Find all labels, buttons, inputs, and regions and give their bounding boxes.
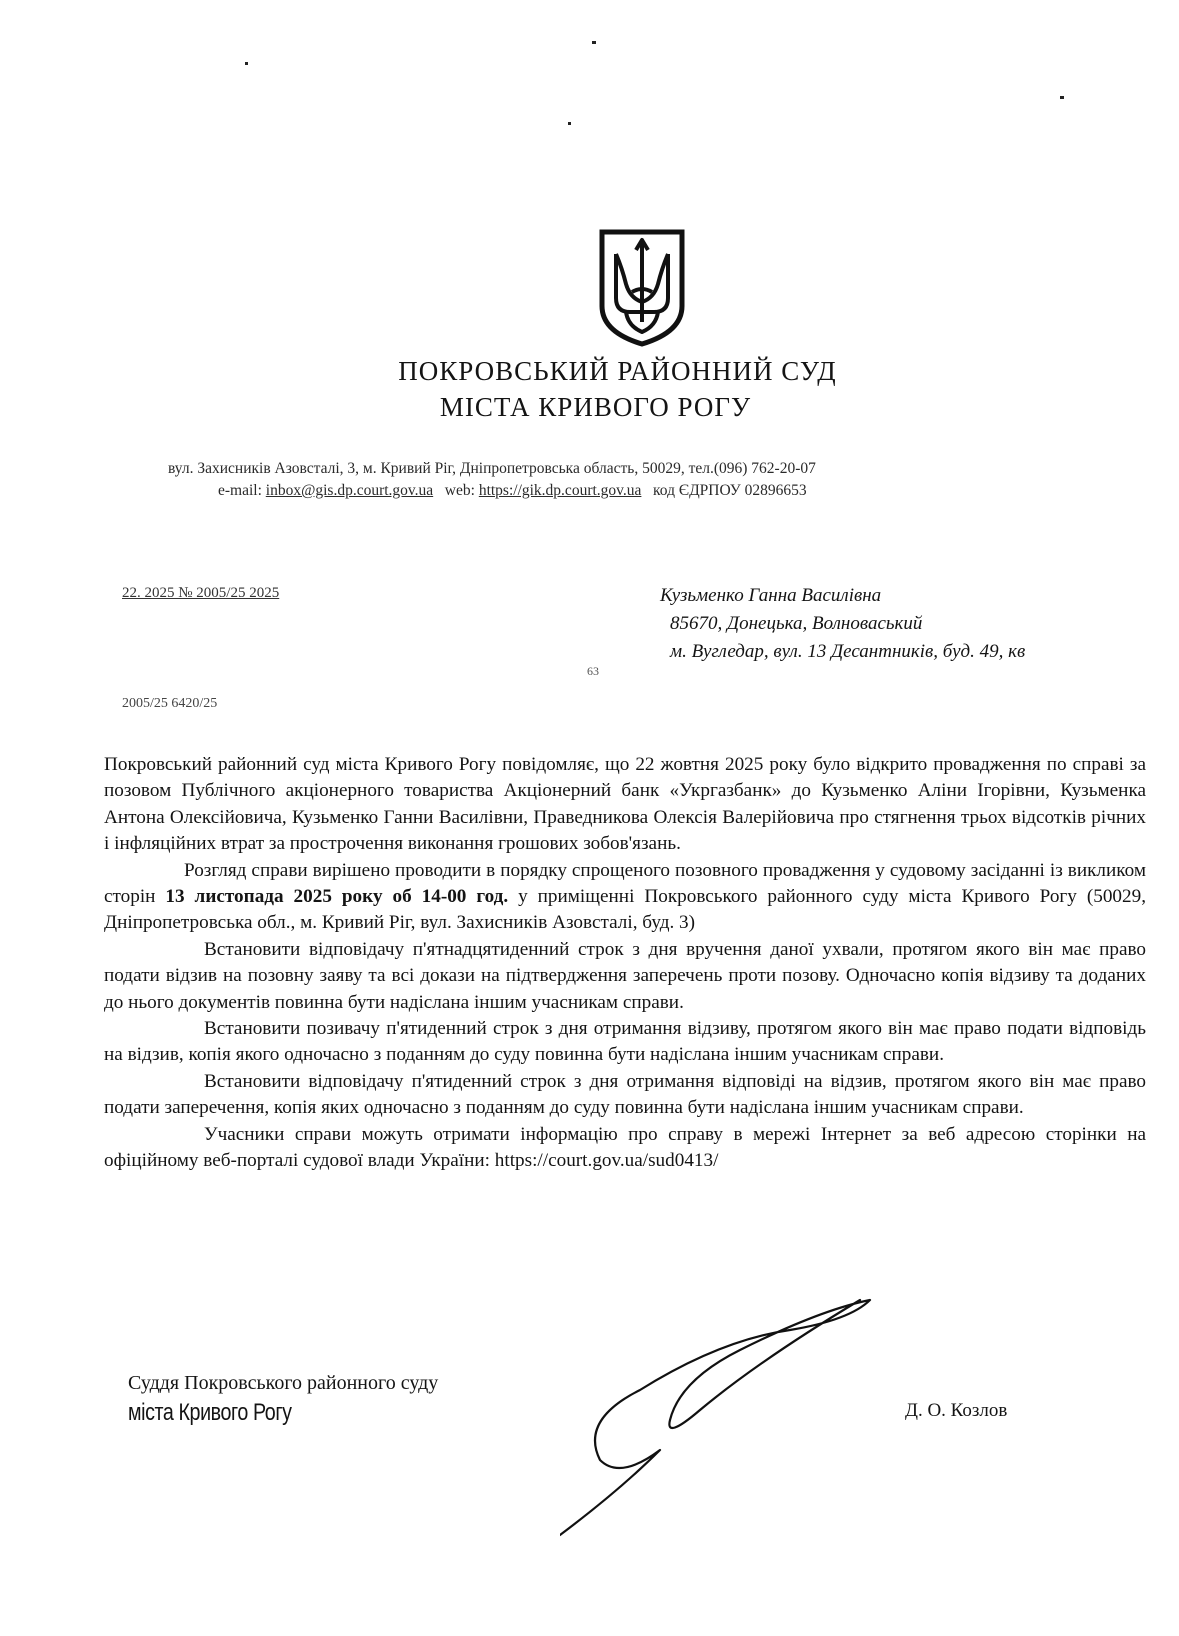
court-name-line2: МІСТА КРИВОГО РОГУ <box>439 392 752 422</box>
addressee-street: м. Вугледар, вул. 13 Десантників, буд. 49, кв <box>670 641 1026 662</box>
handwritten-signature <box>560 1290 920 1540</box>
scan-speck <box>245 62 248 65</box>
hearing-text-start: Розгляд справи вирішено проводити в порядку спрощеного позовного провадження у судовому засіданні із викликом сторін <box>104 859 1146 908</box>
judge-title <box>128 1368 438 1429</box>
case-number: 2005/25 6420/25 <box>122 696 218 711</box>
hearing-date: 13 листопада 2025 року об 14-00 год. <box>165 886 509 908</box>
paragraph-plaintiff-term: Встановити позивачу п'ятиденний строк з дня отримання відзиву, протягом якого він має право подати відповідь на відзив, копія якого одночасно з поданням до суду повинна бути надіслана іншим учасникам справи. <box>104 1018 1146 1066</box>
outgoing-registration-number: 22. 2025 № 2005/25 2025 <box>122 585 280 601</box>
trident-emblem-icon <box>596 228 688 348</box>
court-contacts <box>218 482 1138 500</box>
court-name-line1: ПОКРОВСЬКИЙ РАЙОННИЙ СУД <box>398 356 837 386</box>
addressee-region: 85670, Донецька, Волноваський <box>670 613 923 634</box>
addressee-name: Кузьменко Ганна Василівна <box>660 585 882 606</box>
letter-body <box>104 752 1146 1175</box>
hearing-text-end: у приміщенні Покровського районного суду міста Кривого Рогу (50029, Дніпропетровська обл., м. Кривий Ріг, вул. Захисників Азовсталі, буд. 3) <box>104 886 1147 934</box>
web-link[interactable]: https://gik.dp.court.gov.ua <box>478 482 642 499</box>
paragraph-online-info: Учасники справи можуть отримати інформацію про справу в мережі Інтернет за веб адресою сторінки на офіційному веб-порталі судової влади України: https://court.gov.ua/sud0413/ <box>104 1123 1146 1172</box>
judge-title-line2: міста Кривого Рогу <box>128 1399 292 1426</box>
addressee-apartment: 63 <box>587 664 599 678</box>
court-address: вул. Захисників Азовсталі, 3, м. Кривий Ріг, Дніпропетровська область, 50029, тел.(096) 762-20-07 <box>168 460 816 477</box>
addressee-block <box>660 582 1025 666</box>
paragraph-objection-term: Встановити відповідачу п'ятиденний строк з дня отримання відповіді на відзив, протягом якого він має право подати заперечення, копія яких одночасно з поданням до суду повинна бути надіслана іншим учасникам справи. <box>104 1070 1146 1119</box>
email-label: e-mail: <box>218 482 262 499</box>
email-link[interactable]: inbox@gis.dp.court.gov.ua <box>265 482 434 499</box>
edrpou-code: код ЄДРПОУ 02896653 <box>653 482 807 499</box>
web-label: web: <box>444 482 475 499</box>
paragraph-notice: Покровський районний суд міста Кривого Рогу повідомляє, що 22 жовтня 2025 року було відкрито провадження по справі за позовом Публічного акціонерного товариства Акціонерний банк «Укргазбанк» до Кузьменко Аліни Ігорівни, Кузьменка Антона Олексійовича, Кузьменко Ганни Василівни, Праведникова Олексія Валерійовича про стягнення трьох відсотків річних і інфляційних втрат за прострочення виконання грошових зобов'язань. <box>104 754 1146 855</box>
paragraph-defendant-term: Встановити відповідачу п'ятнадцятиденний строк з дня вручення даної ухвали, протягом якого він має право подати відзив на позовну заяву та всі докази на підтвердження заперечень проти позову. Одночасно копія відзиву та доданих до нього документів повинна бути надіслана іншим учасникам справи. <box>104 938 1146 1013</box>
paragraph-hearing <box>104 858 1146 937</box>
judge-name: Д. О. Козлов <box>905 1400 1008 1421</box>
judge-title-line1: Суддя Покровського районного суду <box>128 1372 439 1394</box>
scan-speck <box>1060 96 1064 99</box>
scan-speck <box>592 41 596 44</box>
scan-speck <box>568 122 571 125</box>
